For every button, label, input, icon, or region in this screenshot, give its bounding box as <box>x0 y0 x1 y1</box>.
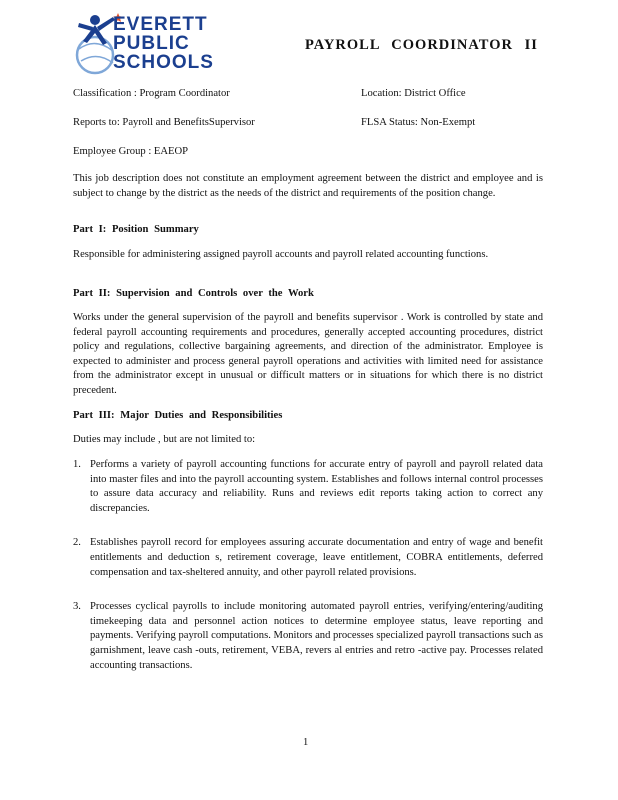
page-number: 1 <box>303 737 309 748</box>
duty-number: 3. <box>73 601 81 613</box>
disclaimer-paragraph: This job description does not constitute an employment agreement between the district and employee and is subject to change by the district as the needs of the district and requirements of the position change. <box>73 173 543 199</box>
duty-number: 2. <box>73 537 81 549</box>
employee-group-text: Employee Group : EAEOP <box>73 146 189 157</box>
part1-heading: Part I: Position Summary <box>73 224 199 235</box>
duty-text: Performs a variety of payroll accounting functions for accurate entry of payroll and payroll related data into master files and into the payroll accounting system. Establishes and follows internal control processes to assure data accuracy and reliability. Runs and reviews edit reports taking action to correct any discrepancies. <box>90 459 543 514</box>
duty-item <box>73 458 543 516</box>
district-logo <box>73 11 243 81</box>
logo-wordmark <box>113 15 214 72</box>
reports-to-text: Reports to: Payroll and BenefitsSupervisor <box>73 117 255 128</box>
classification-text: Classification : Program Coordinator <box>73 88 230 99</box>
location-text: Location: District Office <box>361 88 466 99</box>
duty-text: Establishes payroll record for employees assuring accurate documentation and entry of wage and benefit entitlements and deduction s, retirement coverage, leave entitlement, COBRA entitlements, deferred compensation and tax-sheltered annuity, and other payroll related provisions. <box>90 537 543 578</box>
duties-intro: Duties may include , but are not limited to: <box>73 434 256 445</box>
part2-paragraph: Works under the general supervision of the payroll and benefits supervisor . Work is controlled by state and federal payroll accounting requirements and procedures, generally accepted accounting procedures, district policy and regulations, collective bargaining agreements, and direction of the administrator. Employee is expected to administer and process general payroll operations and activities with limited need for assistance from the administrator except in unusual or difficult matters or in situations for which there is no district precedent. <box>73 312 543 396</box>
logo-line-3: SCHOOLS <box>113 52 214 73</box>
page-title: PAYROLL COORDINATOR II <box>305 37 538 53</box>
duty-item <box>73 600 543 673</box>
logo-line-1: EVERETT <box>113 14 208 35</box>
duties-list <box>73 458 543 673</box>
duty-item <box>73 536 543 580</box>
duty-number: 1. <box>73 459 81 470</box>
logo-line-2: PUBLIC <box>113 33 190 54</box>
duties-list-container <box>73 458 543 673</box>
part1-paragraph: Responsible for administering assigned payroll accounts and payroll related accounting functions. <box>73 249 489 260</box>
part3-heading: Part III: Major Duties and Responsibilities <box>73 410 283 421</box>
part2-heading: Part II: Supervision and Controls over the Work <box>73 288 314 299</box>
flsa-status-text: FLSA Status: Non-Exempt <box>361 117 476 128</box>
duty-text: Processes cyclical payrolls to include monitoring automated payroll entries, verifying/entering/auditing timekeeping data and personnel action notices to determine employee status, leave reporting and payments. Verifying payroll computations. Monitors and processes specialized payroll transactions such as garnishment, leave cash -outs, retirement, VEBA, revers al entries and retro -active pay. Processes related accounting transactions. <box>90 601 543 671</box>
